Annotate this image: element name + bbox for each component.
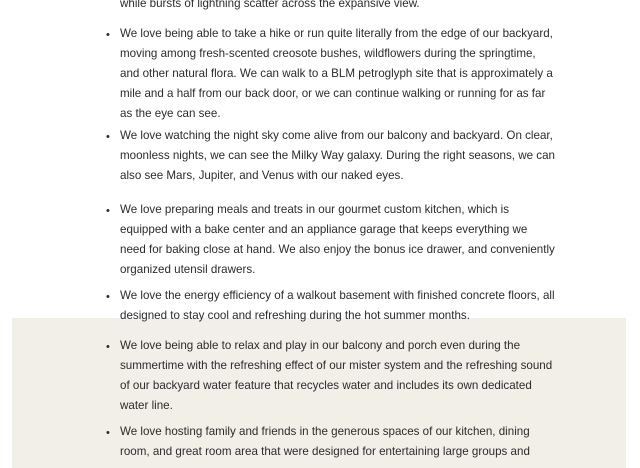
bullet-text: We love being able to relax and play in our balcony and porch even during the summertime with the refreshing effect of our mister system and the refreshing sound of our backyard water feature that recycles water and includes its own dedicated water line. (120, 339, 553, 412)
bullet-item-kitchen (106, 200, 556, 280)
bullet-text: We love watching the night sky come alive from our balcony and backyard. On clear, moonless nights, we can see the Milky Way galaxy. During the right seasons, we can also see Mars, Jupiter, and Venus with our naked eyes. (120, 129, 555, 182)
bullet-marker: • (106, 131, 110, 143)
bullet-marker: • (106, 291, 110, 303)
bullet-marker: • (106, 341, 110, 353)
bullet-marker: • (106, 427, 110, 439)
bullet-text: We love the energy efficiency of a walkout basement with finished concrete floors, all designed to stay cool and refreshing during the hot summer months. (120, 289, 555, 322)
bullet-text: We love preparing meals and treats in our gourmet custom kitchen, which is equipped with a bake center and an appliance garage that keeps everything we need for baking close at hand. We also enjoy the bonus ice drawer, and conveniently organized utensil drawers. (120, 203, 555, 276)
bullet-item-hiking (106, 24, 556, 124)
bullet-item-balcony (106, 336, 556, 416)
bullet-text: We love hosting family and friends in the generous spaces of our kitchen, dining room, and great room area that were designed for entertaining large groups and (120, 425, 530, 458)
bullet-item-night-sky (106, 126, 556, 186)
paragraph-fragment: while bursts of lightning scatter across the expansive view. (120, 0, 420, 10)
bullet-marker: • (106, 29, 110, 41)
bullet-item-hosting (106, 422, 556, 462)
bullet-marker: • (106, 205, 110, 217)
bullet-item-basement (106, 286, 556, 326)
bullet-text: We love being able to take a hike or run quite literally from the edge of our backyard, moving among fresh-scented creosote bushes, wildflowers during the springtime, and other natural flora. We can walk to a BLM petroglyph site that is approximately a mile and a half from our back door, or we can continue walking or running for as far as the eye can see. (120, 27, 553, 120)
